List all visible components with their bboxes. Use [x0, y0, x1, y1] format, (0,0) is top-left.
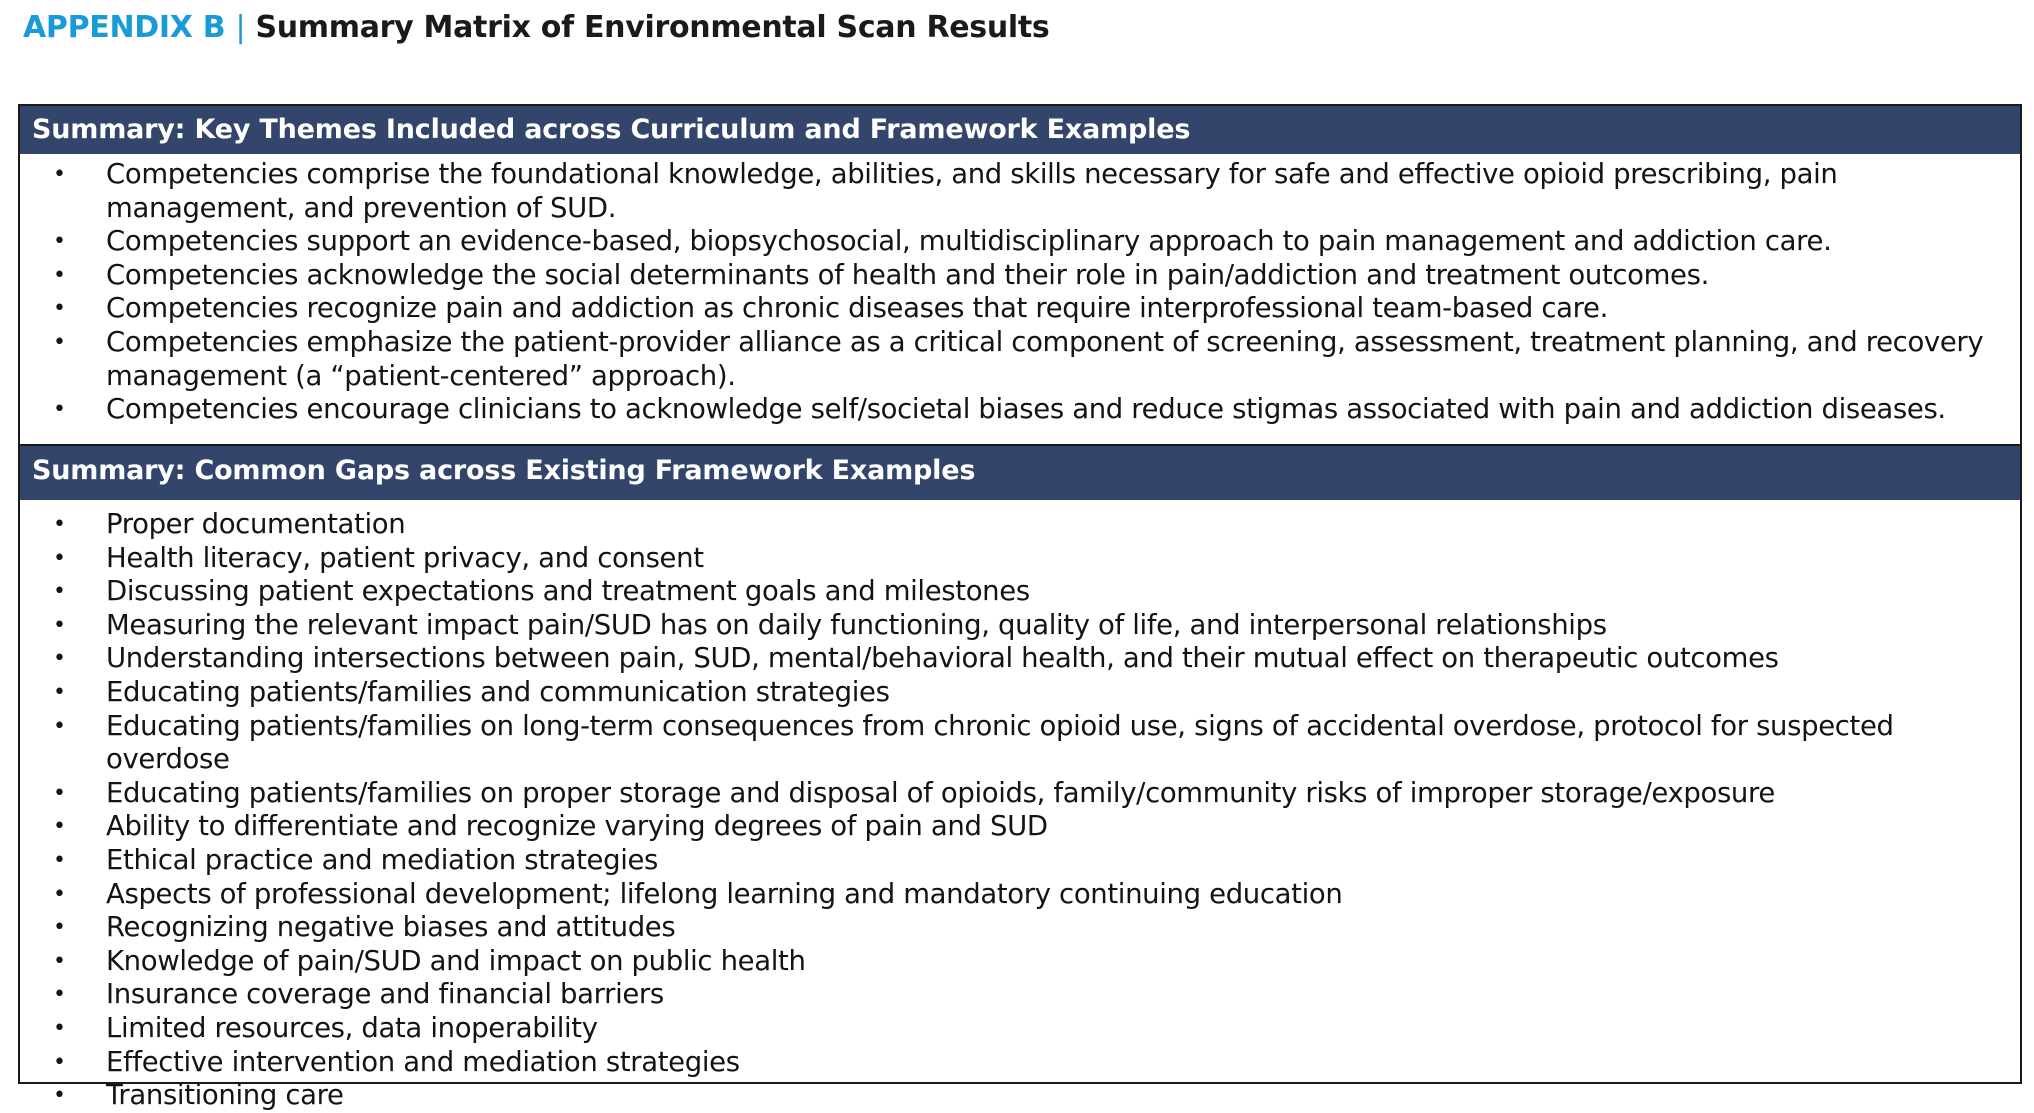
list-item	[20, 542, 2010, 576]
bullet-icon: •	[53, 229, 66, 255]
summary-matrix-table	[18, 104, 2022, 1112]
document-title: Summary Matrix of Environmental Scan Results	[255, 10, 1050, 45]
list-item	[20, 1012, 2010, 1046]
list-item-text: Ethical practice and mediation strategies	[106, 843, 659, 876]
bullet-icon: •	[53, 262, 66, 288]
key-themes-header: Summary: Key Themes Included across Curriculum and Framework Examples	[20, 106, 2020, 154]
list-item	[20, 642, 2010, 676]
title-separator: |	[235, 10, 246, 45]
bullet-icon: •	[53, 1049, 66, 1075]
key-themes-list	[20, 158, 2010, 427]
list-item	[20, 609, 2010, 643]
list-item	[20, 1079, 2010, 1113]
list-item-text: Measuring the relevant impact pain/SUD has on daily functioning, quality of life, and interpersonal relationships	[106, 608, 1607, 641]
list-item-text: Educating patients/families on proper storage and disposal of opioids, family/community risks of improper storage/exposure	[106, 776, 1775, 809]
list-item	[20, 575, 2010, 609]
bullet-icon: •	[53, 915, 66, 941]
list-item-text: Competencies encourage clinicians to acknowledge self/societal biases and reduce stigmas associated with pain and addiction diseases.	[106, 393, 1946, 426]
list-item	[20, 844, 2010, 878]
bullet-icon: •	[53, 713, 66, 739]
common-gaps-header: Summary: Common Gaps across Existing Framework Examples	[20, 444, 2020, 500]
bullet-icon: •	[53, 545, 66, 571]
bullet-icon: •	[53, 814, 66, 840]
bullet-icon: •	[53, 579, 66, 605]
list-item-text: Proper documentation	[106, 508, 406, 540]
bullet-icon: •	[53, 646, 66, 672]
bullet-icon: •	[53, 881, 66, 907]
bullet-icon: •	[53, 780, 66, 806]
list-item-text: Educating patients/families on long-term consequences from chronic opioid use, signs of accidental overdose, protocol for suspected overdose	[106, 709, 1894, 776]
list-item	[20, 326, 2010, 393]
list-item	[20, 911, 2010, 945]
list-item-text: Insurance coverage and financial barriers	[106, 978, 664, 1011]
bullet-icon: •	[53, 612, 66, 638]
list-item-text: Aspects of professional development; lifelong learning and mandatory continuing education	[106, 877, 1343, 910]
appendix-label: APPENDIX B	[23, 10, 226, 45]
list-item	[20, 945, 2010, 979]
key-themes-body	[20, 154, 2020, 444]
list-item	[20, 676, 2010, 710]
list-item-text: Limited resources, data inoperability	[106, 1011, 598, 1044]
list-item-text: Understanding intersections between pain, SUD, mental/behavioral health, and their mutual effect on therapeutic outcomes	[106, 642, 1779, 675]
list-item-text: Health literacy, patient privacy, and consent	[106, 541, 704, 574]
bullet-icon: •	[53, 512, 66, 537]
list-item-text: Effective intervention and mediation strategies	[106, 1045, 740, 1078]
list-item-text: Discussing patient expectations and treatment goals and milestones	[106, 575, 1030, 608]
list-item	[20, 158, 2010, 225]
list-item	[20, 777, 2010, 811]
common-gaps-body	[20, 500, 2020, 1112]
list-item-text: Competencies support an evidence-based, biopsychosocial, multidisciplinary approach to pain management and addiction care.	[106, 225, 1832, 258]
list-item-text: Recognizing negative biases and attitudes	[106, 911, 676, 944]
list-item	[20, 292, 2010, 326]
bullet-icon: •	[53, 982, 66, 1008]
bullet-icon: •	[53, 847, 66, 873]
list-item	[20, 393, 2010, 427]
list-item	[20, 810, 2010, 844]
list-item	[20, 1046, 2010, 1080]
list-item-text: Competencies comprise the foundational knowledge, abilities, and skills necessary for safe and effective opioid prescribing, pain management, and prevention of SUD.	[106, 158, 1838, 224]
list-item	[20, 878, 2010, 912]
bullet-icon: •	[53, 1015, 66, 1041]
bullet-icon: •	[53, 1083, 66, 1109]
bullet-icon: •	[53, 679, 66, 705]
bullet-icon: •	[53, 948, 66, 974]
list-item	[20, 710, 2010, 777]
list-item-text: Educating patients/families and communication strategies	[106, 675, 890, 708]
page-title	[23, 10, 1049, 45]
bullet-icon: •	[53, 329, 66, 355]
list-item	[20, 508, 2010, 542]
list-item	[20, 225, 2010, 259]
common-gaps-list	[20, 508, 2010, 1113]
list-item-text: Ability to differentiate and recognize varying degrees of pain and SUD	[106, 810, 1048, 843]
list-item	[20, 259, 2010, 293]
list-item-text: Transitioning care	[106, 1079, 344, 1112]
list-item	[20, 978, 2010, 1012]
bullet-icon: •	[53, 397, 66, 423]
list-item-text: Competencies acknowledge the social determinants of health and their role in pain/addiction and treatment outcomes.	[106, 258, 1709, 291]
list-item-text: Competencies recognize pain and addiction as chronic diseases that require interprofessional team-based care.	[106, 292, 1608, 325]
list-item-text: Knowledge of pain/SUD and impact on public health	[106, 944, 806, 977]
list-item-text: Competencies emphasize the patient-provider alliance as a critical component of screening, assessment, treatment planning, and recovery management (a “patient-centered” approach).	[106, 325, 1984, 392]
bullet-icon: •	[53, 296, 66, 322]
bullet-icon: •	[53, 162, 66, 187]
